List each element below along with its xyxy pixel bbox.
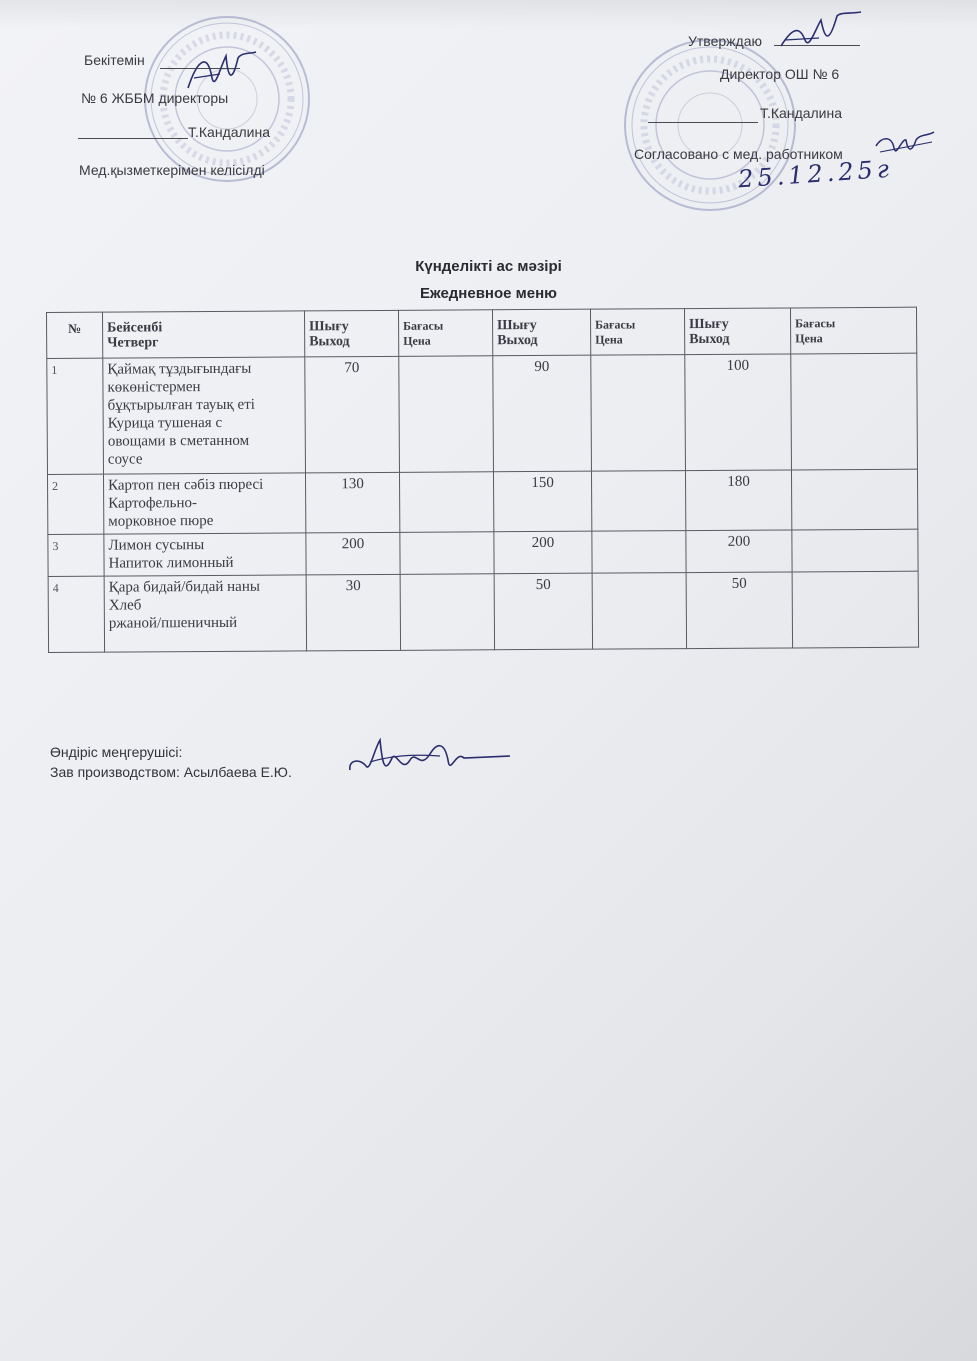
left-name-line bbox=[78, 138, 188, 139]
row-num: 2 bbox=[47, 474, 103, 534]
right-approve-label: Утверждаю bbox=[688, 33, 762, 49]
header-output-2: Шығу Выход bbox=[492, 309, 590, 356]
right-agreed-label: Согласовано с мед. работником bbox=[634, 146, 843, 162]
row-price-2 bbox=[591, 471, 685, 532]
table-header-row bbox=[47, 307, 917, 358]
production-manager-signature bbox=[340, 730, 520, 790]
row-price-3 bbox=[791, 353, 918, 470]
right-name-line bbox=[648, 122, 758, 123]
row-output-1: 30 bbox=[306, 574, 400, 651]
row-price-2 bbox=[592, 531, 686, 574]
left-position-label: № 6 ЖББМ директоры bbox=[81, 90, 229, 106]
left-approve-label: Бекітемін bbox=[84, 52, 145, 68]
row-output-2: 50 bbox=[494, 573, 592, 650]
row-output-1: 200 bbox=[306, 532, 400, 575]
table-row bbox=[48, 571, 918, 652]
row-dish: Лимон сусыны Напиток лимонный bbox=[104, 533, 306, 576]
row-dish: Қара бидай/бидай наны Хлеб ржаной/пшеничный bbox=[104, 575, 306, 652]
header-output-3: Шығу Выход bbox=[684, 308, 790, 355]
row-num: 4 bbox=[48, 576, 104, 652]
table-row bbox=[48, 529, 918, 576]
header-output-1: Шығу Выход bbox=[304, 310, 398, 357]
row-price-1 bbox=[399, 472, 493, 533]
right-position-label: Директор ОШ № 6 bbox=[720, 66, 840, 82]
header-num: № bbox=[47, 312, 103, 358]
left-name-label: Т.Кандалина bbox=[188, 124, 271, 140]
left-agreed-label: Мед.қызметкерімен келісілді bbox=[79, 162, 265, 178]
header-day: Бейсенбі Четверг bbox=[103, 311, 305, 358]
header-price-2: Бағасы Цена bbox=[590, 309, 684, 356]
row-output-1: 130 bbox=[305, 472, 399, 533]
row-output-2: 150 bbox=[493, 471, 591, 532]
row-output-2: 200 bbox=[494, 531, 592, 574]
row-price-2 bbox=[591, 355, 686, 472]
row-output-3: 100 bbox=[685, 354, 792, 471]
header-price-1: Бағасы Цена bbox=[398, 310, 492, 357]
row-price-1 bbox=[399, 356, 494, 473]
row-num: 3 bbox=[48, 534, 104, 576]
right-director-signature bbox=[775, 10, 865, 54]
handwritten-date: 25.12.25г bbox=[737, 154, 894, 194]
row-price-1 bbox=[400, 574, 494, 651]
row-output-2: 90 bbox=[493, 355, 592, 472]
row-price-1 bbox=[400, 532, 494, 575]
row-output-3: 50 bbox=[686, 572, 792, 649]
row-output-1: 70 bbox=[305, 356, 400, 473]
header-price-3: Бағасы Цена bbox=[790, 307, 916, 354]
row-output-3: 200 bbox=[686, 530, 792, 573]
page-title-ru: Ежедневное меню bbox=[420, 285, 557, 302]
row-price-3 bbox=[792, 571, 918, 648]
page-title-kz: Күнделікті ас мәзірі bbox=[415, 258, 562, 275]
row-price-3 bbox=[792, 529, 918, 572]
footer-manager-kz: Өндіріс меңгерушісі: bbox=[50, 744, 183, 760]
row-price-3 bbox=[791, 469, 917, 530]
table-row bbox=[47, 353, 918, 474]
left-director-signature bbox=[180, 48, 260, 98]
row-price-2 bbox=[592, 573, 686, 650]
row-dish: Картоп пен сәбіз пюресі Картофельно- морковное пюре bbox=[103, 473, 305, 534]
right-name-label: Т.Кандалина bbox=[760, 105, 843, 121]
table-row bbox=[47, 469, 917, 534]
row-output-3: 180 bbox=[685, 470, 791, 531]
footer-manager-ru: Зав производством: Асылбаева Е.Ю. bbox=[50, 764, 292, 780]
menu-table bbox=[46, 307, 919, 653]
row-dish: Қаймақ тұздығындағы көкөністермен бұқтырылған тауық еті Курица тушеная с овощами в сметанном соусе bbox=[103, 357, 306, 474]
row-num: 1 bbox=[47, 358, 104, 474]
